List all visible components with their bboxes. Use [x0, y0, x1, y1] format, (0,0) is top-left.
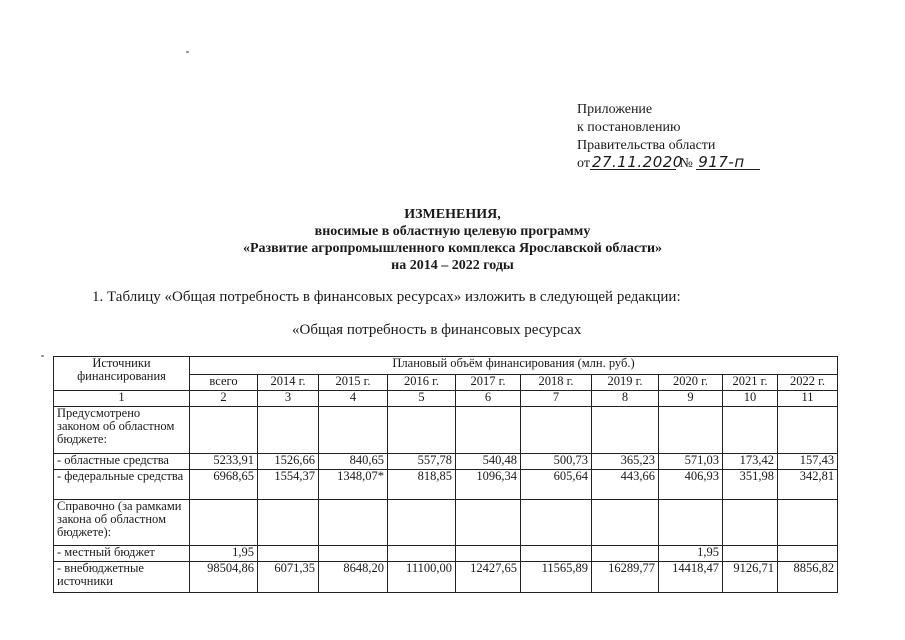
value-cell: 406,93: [659, 470, 723, 500]
value-cell: [456, 407, 521, 454]
value-cell: 16289,77: [592, 562, 659, 593]
value-cell: 1096,34: [456, 470, 521, 500]
value-cell: 8648,20: [319, 562, 388, 593]
source-header: Источники финансирования: [54, 357, 190, 391]
source-label: Справочно (за рамками закона об областном бюджете):: [54, 500, 190, 546]
index-cell: 7: [521, 391, 592, 407]
value-cell: [521, 500, 592, 546]
index-cell: 6: [456, 391, 521, 407]
scan-speck: [41, 355, 44, 357]
value-cell: 342,81: [778, 470, 838, 500]
scan-speck: [186, 51, 189, 53]
value-cell: 443,66: [592, 470, 659, 500]
value-cell: 6968,65: [190, 470, 258, 500]
value-cell: [388, 500, 456, 546]
number-label: №: [679, 156, 693, 171]
handwritten-number: 917-п: [696, 155, 760, 170]
value-cell: [778, 407, 838, 454]
annex-line-2: к постановлению: [577, 120, 681, 135]
source-label: - внебюджетные источники: [54, 562, 190, 593]
table-row: [54, 407, 838, 454]
value-cell: 173,42: [723, 454, 778, 470]
value-cell: [659, 407, 723, 454]
column-header: 2021 г.: [723, 375, 778, 391]
value-cell: [521, 546, 592, 562]
handwritten-date: 27.11.2020: [591, 153, 683, 171]
value-cell: [388, 546, 456, 562]
value-cell: 8856,82: [778, 562, 838, 593]
index-cell: 1: [54, 391, 190, 407]
value-cell: [723, 407, 778, 454]
value-cell: 1554,37: [258, 470, 319, 500]
value-cell: [778, 546, 838, 562]
value-cell: 11100,00: [388, 562, 456, 593]
index-cell: 3: [258, 391, 319, 407]
header-row-1: [54, 357, 838, 375]
heading-line-2: вносимые в областную целевую программу: [314, 224, 591, 239]
value-cell: 12427,65: [456, 562, 521, 593]
table-row: [54, 470, 838, 500]
column-header: 2018 г.: [521, 375, 592, 391]
value-cell: [319, 546, 388, 562]
column-header: 2016 г.: [388, 375, 456, 391]
value-cell: [388, 407, 456, 454]
value-cell: [723, 500, 778, 546]
table-caption: «Общая потребность в финансовых ресурсах: [292, 322, 582, 338]
value-cell: 11565,89: [521, 562, 592, 593]
value-cell: 9126,71: [723, 562, 778, 593]
annex-line-1: Приложение: [577, 102, 653, 117]
value-cell: [592, 407, 659, 454]
column-header: 2014 г.: [258, 375, 319, 391]
value-cell: [190, 407, 258, 454]
value-cell: [592, 546, 659, 562]
index-row: [54, 391, 838, 407]
value-cell: [456, 546, 521, 562]
column-header: всего: [190, 375, 258, 391]
value-cell: 14418,47: [659, 562, 723, 593]
value-cell: [258, 407, 319, 454]
value-cell: 1526,66: [258, 454, 319, 470]
value-cell: 571,03: [659, 454, 723, 470]
volume-header: Плановый объём финансирования (млн. руб.): [190, 357, 838, 375]
index-cell: 8: [592, 391, 659, 407]
column-header: 2022 г.: [778, 375, 838, 391]
value-cell: [659, 500, 723, 546]
annex-block: [577, 101, 760, 173]
column-header: 2015 г.: [319, 375, 388, 391]
value-cell: [190, 500, 258, 546]
intro-paragraph: 1. Таблицу «Общая потребность в финансовых ресурсах» изложить в следующей редакции:: [92, 289, 681, 305]
value-cell: 1,95: [659, 546, 723, 562]
index-cell: 4: [319, 391, 388, 407]
value-cell: [319, 500, 388, 546]
index-cell: 10: [723, 391, 778, 407]
value-cell: 6071,35: [258, 562, 319, 593]
table-row: [54, 546, 838, 562]
index-cell: 2: [190, 391, 258, 407]
from-label: от: [577, 156, 590, 171]
value-cell: 1348,07*: [319, 470, 388, 500]
value-cell: [258, 500, 319, 546]
value-cell: 365,23: [592, 454, 659, 470]
table-row: [54, 500, 838, 546]
source-label: Предусмотрено законом об областном бюджете:: [54, 407, 190, 454]
index-cell: 11: [778, 391, 838, 407]
value-cell: 818,85: [388, 470, 456, 500]
annex-line-3: Правительства области: [577, 138, 716, 153]
annex-date-line: [577, 155, 760, 173]
value-cell: [778, 500, 838, 546]
value-cell: [456, 500, 521, 546]
table-row: [54, 454, 838, 470]
column-header: 2019 г.: [592, 375, 659, 391]
source-label: - местный бюджет: [54, 546, 190, 562]
column-header: 2017 г.: [456, 375, 521, 391]
heading-line-4: на 2014 – 2022 годы: [391, 258, 514, 273]
value-cell: 5233,91: [190, 454, 258, 470]
value-cell: 500,73: [521, 454, 592, 470]
value-cell: 1,95: [190, 546, 258, 562]
heading-line-3: «Развитие агропромышленного комплекса Ярославской области»: [242, 241, 663, 256]
index-cell: 5: [388, 391, 456, 407]
value-cell: 98504,86: [190, 562, 258, 593]
value-cell: [319, 407, 388, 454]
heading-title: ИЗМЕНЕНИЯ,: [404, 207, 501, 222]
source-label: - областные средства: [54, 454, 190, 470]
value-cell: 840,65: [319, 454, 388, 470]
value-cell: 157,43: [778, 454, 838, 470]
table-row: [54, 562, 838, 593]
value-cell: 605,64: [521, 470, 592, 500]
value-cell: 351,98: [723, 470, 778, 500]
value-cell: 540,48: [456, 454, 521, 470]
value-cell: 557,78: [388, 454, 456, 470]
column-header: 2020 г.: [659, 375, 723, 391]
value-cell: [723, 546, 778, 562]
value-cell: [258, 546, 319, 562]
document-heading: [0, 206, 905, 274]
financing-table: [53, 356, 838, 593]
value-cell: [592, 500, 659, 546]
index-cell: 9: [659, 391, 723, 407]
source-label: - федеральные средства: [54, 470, 190, 500]
value-cell: [521, 407, 592, 454]
